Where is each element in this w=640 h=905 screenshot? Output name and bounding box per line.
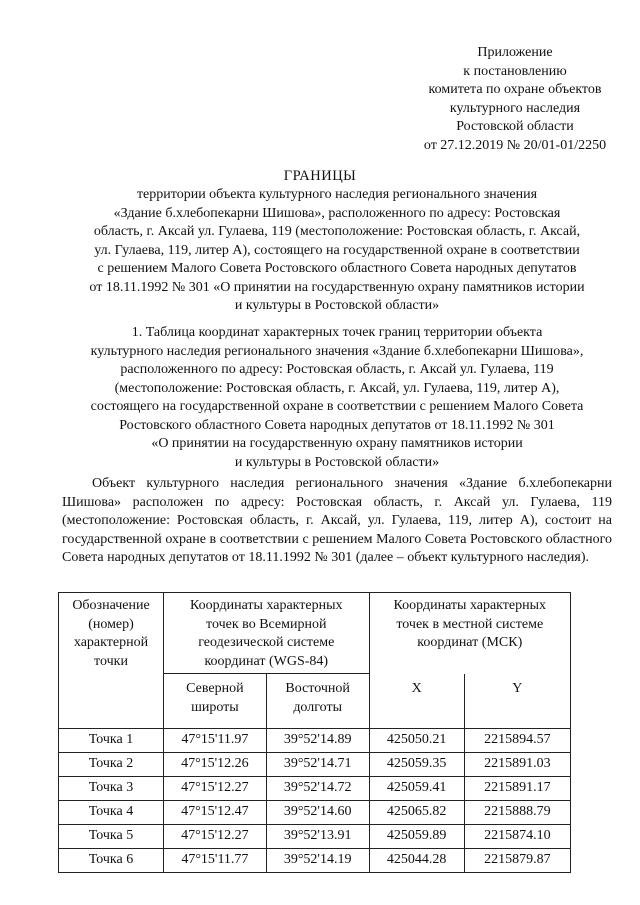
header-y: Y	[464, 674, 570, 729]
header-text: координат (МСК)	[417, 635, 523, 650]
subtitle-line: территории объекта культурного наследия регионального значения	[136, 187, 538, 202]
cell-north: 47°15'11.97	[164, 729, 267, 753]
cell-east: 39°52'14.71	[266, 753, 369, 777]
header-text: (номер)	[88, 616, 134, 632]
cell-point: Точка 3	[59, 777, 164, 801]
cell-y: 2215888.79	[464, 801, 570, 825]
cell-x: 425059.35	[369, 753, 464, 777]
header-text: широты	[191, 699, 239, 715]
cell-y: 2215879.87	[464, 849, 570, 873]
table-heading-line: Ростовского областного Совета народных депутатов от 18.11.1992 № 301	[119, 417, 555, 433]
cell-point: Точка 4	[59, 801, 164, 825]
cell-x: 425044.28	[369, 849, 464, 873]
table-heading-line: (местоположение: Ростовская область, г. Аксай, ул. Гулаева, 119, литер А),	[114, 380, 560, 396]
table-heading-line: расположенного по адресу: Ростовская область, г. Аксай ул. Гулаева, 119	[120, 362, 554, 377]
cell-y: 2215894.57	[464, 729, 570, 753]
annex-line: комитета по охране объектов	[428, 82, 602, 97]
cell-y: 2215891.17	[464, 777, 570, 801]
header-text: долготы	[293, 699, 342, 715]
cell-east: 39°52'14.60	[266, 801, 369, 825]
cell-x: 425059.89	[369, 825, 464, 849]
table-heading-line: и культуры в Ростовской области»	[234, 454, 440, 470]
annex-line: Ростовской области	[456, 119, 574, 134]
document-title: ГРАНИЦЫ	[283, 168, 357, 184]
header-text: Восточной	[285, 681, 350, 696]
cell-x: 425065.82	[369, 801, 464, 825]
table-row	[59, 729, 571, 753]
cell-north: 47°15'11.77	[164, 849, 267, 873]
header-text: Координаты характерных	[393, 598, 547, 613]
header-text: точек во Всемирной	[206, 616, 327, 632]
cell-y: 2215891.03	[464, 753, 570, 777]
header-text: Северной	[186, 681, 244, 696]
coordinates-table	[58, 592, 571, 873]
subtitle-line: от 18.11.1992 № 301 «О принятии на государственную охрану памятников истории	[89, 279, 585, 295]
header-east	[266, 674, 369, 729]
annex-line: культурного наследия	[449, 100, 581, 116]
annex-line: от 27.12.2019 № 20/01-01/2250	[423, 137, 607, 153]
table-row	[59, 753, 571, 777]
cell-point: Точка 5	[59, 825, 164, 849]
table-row	[59, 849, 571, 873]
cell-east: 39°52'14.19	[266, 849, 369, 873]
subtitle-line: с решением Малого Совета Ростовского областного Совета народных депутатов	[97, 261, 577, 276]
document-subtitle	[62, 186, 612, 316]
header-wgs	[164, 593, 370, 674]
cell-point: Точка 2	[59, 753, 164, 777]
table-heading-line: культурного наследия регионального значения «Здание б.хлебопекарни Шишова»,	[90, 343, 584, 359]
header-text: координат (WGS-84)	[204, 653, 329, 669]
cell-east: 39°52'14.72	[266, 777, 369, 801]
cell-point: Точка 1	[59, 729, 164, 753]
intro-text: Объект культурного наследия регионального значения «Здание б.хлебопекарни Шишова» расположен по адресу: Ростовская область, г. Аксай ул. Гулаева, 119 (местоположение: Ростовская область, г. Аксай, ул. Гулаева, 119, литер А), состоит на государственной охране в соответствии с решением Малого Совета Ростовского областного Совета народных депутатов от 18.11.1992 № 301 (далее – объект культурного наследия).	[62, 476, 612, 565]
annex-block	[400, 44, 630, 155]
header-x: X	[369, 674, 464, 729]
cell-point: Точка 6	[59, 849, 164, 873]
header-north	[164, 674, 267, 729]
cell-east: 39°52'13.91	[266, 825, 369, 849]
header-text: геодезической системе	[198, 635, 335, 650]
cell-y: 2215874.10	[464, 825, 570, 849]
cell-north: 47°15'12.27	[164, 777, 267, 801]
table-heading-line: состоящего на государственной охране в соответствии с решением Малого Совета	[90, 399, 584, 414]
header-text: Обозначение	[72, 598, 150, 613]
subtitle-line: ул. Гулаева, 119, литер А), состоящего на государственной охране в соответствии	[94, 242, 580, 258]
header-text: характерной	[73, 635, 149, 650]
cell-east: 39°52'14.89	[266, 729, 369, 753]
intro-paragraph	[62, 475, 612, 568]
table-heading-line: 1. Таблица координат характерных точек границ территории объекта	[131, 325, 543, 340]
header-text: Координаты характерных	[190, 598, 343, 613]
annex-line: Приложение	[477, 45, 553, 60]
cell-north: 47°15'12.47	[164, 801, 267, 825]
subtitle-line: и культуры в Ростовской области»	[234, 298, 440, 313]
header-text: точек в местной системе	[396, 616, 544, 632]
cell-north: 47°15'12.26	[164, 753, 267, 777]
header-msk	[369, 593, 570, 674]
table-heading	[62, 324, 612, 472]
table-row	[59, 825, 571, 849]
table-row	[59, 777, 571, 801]
header-text: точки	[94, 653, 128, 669]
table-row	[59, 801, 571, 825]
cell-x: 425050.21	[369, 729, 464, 753]
table-heading-line: «О принятии на государственную охрану памятников истории	[151, 436, 523, 451]
cell-x: 425059.41	[369, 777, 464, 801]
header-blank	[59, 674, 164, 729]
subtitle-line: «Здание б.хлебопекарни Шишова», расположенного по адресу: Ростовская	[113, 205, 561, 221]
cell-north: 47°15'12.27	[164, 825, 267, 849]
subtitle-line: область, г. Аксай ул. Гулаева, 119 (местоположение: Ростовская область, г. Аксай,	[93, 224, 581, 239]
header-designation	[59, 593, 164, 674]
annex-line: к постановлению	[463, 63, 567, 79]
